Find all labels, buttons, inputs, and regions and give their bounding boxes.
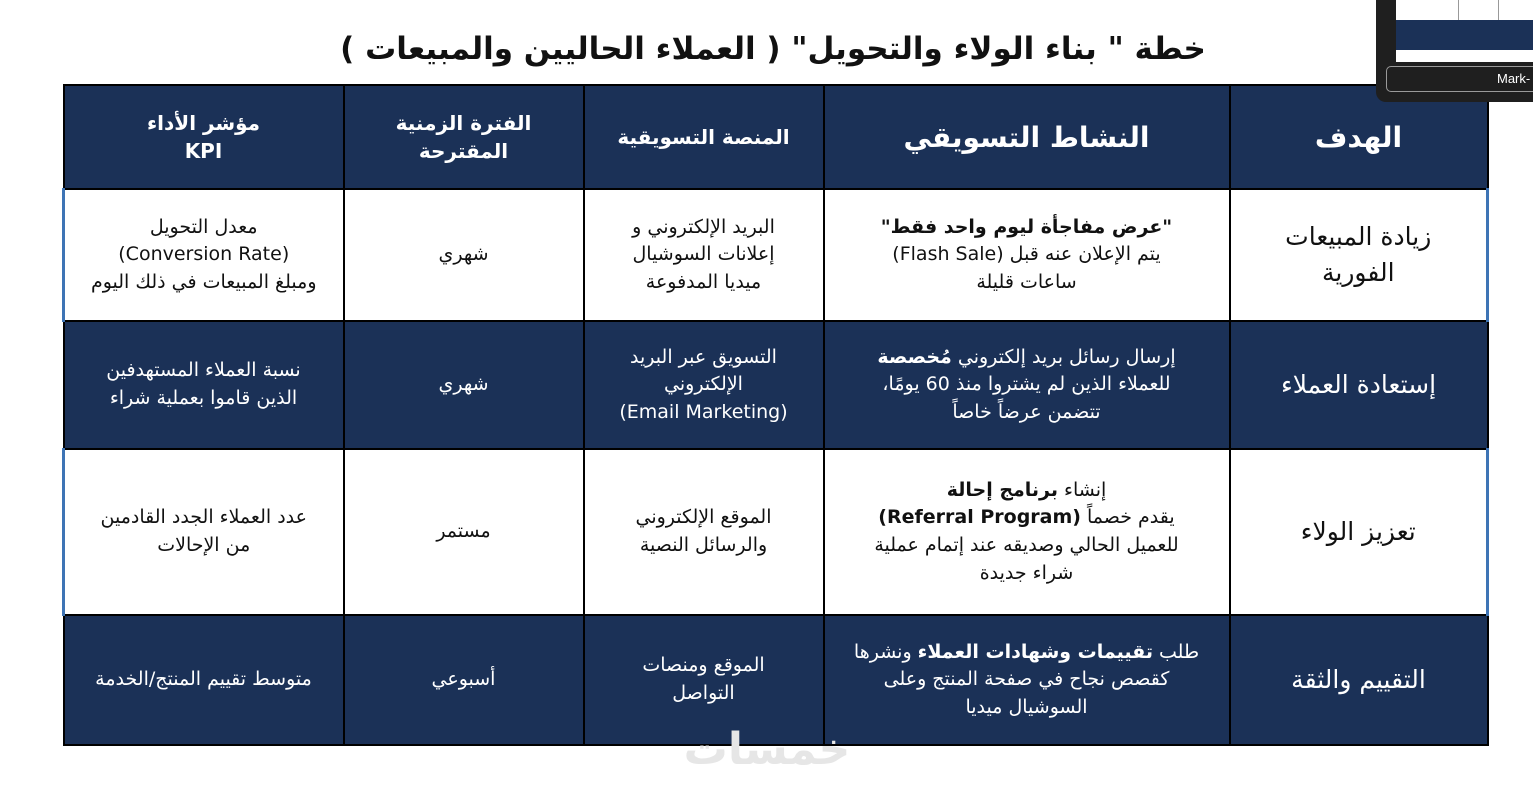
activity-cell bbox=[824, 321, 1230, 449]
header-period-line-2: المقترحة bbox=[418, 139, 509, 163]
kpi-cell bbox=[64, 321, 344, 449]
goal-cell bbox=[1230, 189, 1488, 321]
activity-text: إرسال رسائل بريد إلكتروني bbox=[951, 345, 1176, 368]
activity-line: يتم الإعلان عنه قبل (Flash Sale) bbox=[892, 243, 1161, 266]
mark-button[interactable]: Mark- bbox=[1386, 66, 1533, 92]
platform-line: إعلانات السوشيال bbox=[632, 243, 775, 266]
kpi-line: الذين قاموا بعملية شراء bbox=[109, 387, 298, 409]
activity-line bbox=[835, 214, 1219, 242]
kpi-line: من الإحالات bbox=[157, 534, 251, 556]
activity-bold-text: تقييمات وشهادات العملاء bbox=[917, 640, 1153, 663]
plan-table bbox=[62, 84, 1489, 746]
platform-cell bbox=[584, 189, 824, 321]
period-cell: مستمر bbox=[344, 449, 584, 615]
activity-cell bbox=[824, 189, 1230, 321]
period-cell: أسبوعي bbox=[344, 615, 584, 745]
kpi-line: معدل التحويل bbox=[149, 215, 258, 238]
table-row bbox=[64, 321, 1488, 449]
header-period bbox=[344, 85, 584, 189]
activity-line bbox=[835, 477, 1219, 505]
header-kpi-line-1: مؤشر الأداء bbox=[146, 111, 261, 135]
platform-line: (Email Marketing) bbox=[619, 400, 788, 423]
platform-line: الموقع الإلكتروني bbox=[635, 506, 772, 529]
activity-line: تتضمن عرضاً خاصاً bbox=[952, 400, 1101, 423]
platform-line: ميديا المدفوعة bbox=[645, 270, 762, 293]
activity-text: طلب bbox=[1152, 640, 1200, 663]
platform-line: والرسائل النصية bbox=[639, 534, 768, 556]
activity-line: كقصص نجاح في صفحة المنتج وعلى bbox=[883, 668, 1170, 691]
goal-cell: إستعادة العملاء bbox=[1230, 321, 1488, 449]
activity-text: ونشرها bbox=[853, 640, 918, 663]
thumbnail-sheet bbox=[1396, 0, 1533, 62]
header-period-line-1: الفترة الزمنية bbox=[395, 111, 532, 135]
watermark-logo: خمسات bbox=[683, 724, 851, 775]
kpi-cell: متوسط تقييم المنتج/الخدمة bbox=[64, 615, 344, 745]
kpi-line: ومبلغ المبيعات في ذلك اليوم bbox=[90, 270, 317, 293]
kpi-cell bbox=[64, 449, 344, 615]
goal-cell: تعزيز الولاء bbox=[1230, 449, 1488, 615]
period-cell: شهري bbox=[344, 321, 584, 449]
table-row bbox=[64, 449, 1488, 615]
activity-bold-text: مُخصصة bbox=[877, 345, 952, 368]
header-goal: الهدف bbox=[1230, 85, 1488, 189]
header-row bbox=[64, 85, 1488, 189]
activity-line: ساعات قليلة bbox=[976, 270, 1077, 293]
goal-cell: التقييم والثقة bbox=[1230, 615, 1488, 745]
activity-line bbox=[835, 344, 1219, 372]
activity-line bbox=[835, 504, 1219, 532]
platform-cell bbox=[584, 321, 824, 449]
activity-text: يقدم خصماً bbox=[1080, 506, 1175, 529]
activity-line: شراء جديدة bbox=[979, 561, 1074, 584]
table-row bbox=[64, 189, 1488, 321]
header-kpi bbox=[64, 85, 344, 189]
kpi-line: عدد العملاء الجدد القادمين bbox=[100, 506, 307, 529]
header-kpi-line-2: KPI bbox=[184, 139, 223, 163]
activity-bold-text: (Referral Program) bbox=[878, 506, 1081, 529]
header-platform: المنصة التسويقية bbox=[584, 85, 824, 189]
activity-line: السوشيال ميديا bbox=[965, 695, 1088, 718]
platform-line: الإلكتروني bbox=[664, 373, 743, 396]
thumbnail-cell bbox=[1396, 0, 1459, 20]
preview-thumbnail[interactable] bbox=[1376, 0, 1533, 102]
period-cell: شهري bbox=[344, 189, 584, 321]
platform-line: الموقع ومنصات bbox=[642, 654, 765, 677]
goal-line: زيادة المبيعات bbox=[1285, 221, 1432, 251]
activity-cell bbox=[824, 615, 1230, 745]
kpi-line: (Conversion Rate) bbox=[118, 243, 290, 266]
platform-line: البريد الإلكتروني و bbox=[632, 215, 775, 238]
activity-line: للعملاء الذين لم يشتروا منذ 60 يومًا، bbox=[882, 373, 1171, 396]
page-title: خطة " بناء الولاء والتحويل" ( العملاء الحاليين والمبيعات ) bbox=[340, 31, 1206, 67]
platform-cell bbox=[584, 449, 824, 615]
activity-line bbox=[835, 639, 1219, 667]
activity-text: إنشاء bbox=[1058, 478, 1107, 501]
thumbnail-cell bbox=[1458, 0, 1499, 20]
activity-bold-text: برنامج إحالة bbox=[946, 478, 1058, 501]
platform-line: التواصل bbox=[672, 682, 735, 704]
activity-bold-text: "عرض مفاجأة ليوم واحد فقط" bbox=[880, 215, 1173, 238]
thumbnail-dark-row bbox=[1396, 20, 1533, 50]
kpi-cell bbox=[64, 189, 344, 321]
activity-cell bbox=[824, 449, 1230, 615]
header-activity: النشاط التسويقي bbox=[824, 85, 1230, 189]
kpi-line: نسبة العملاء المستهدفين bbox=[106, 359, 301, 382]
platform-line: التسويق عبر البريد bbox=[630, 345, 777, 368]
goal-line: الفورية bbox=[1321, 258, 1395, 287]
activity-line: للعميل الحالي وصديقه عند إتمام عملية bbox=[874, 534, 1179, 556]
